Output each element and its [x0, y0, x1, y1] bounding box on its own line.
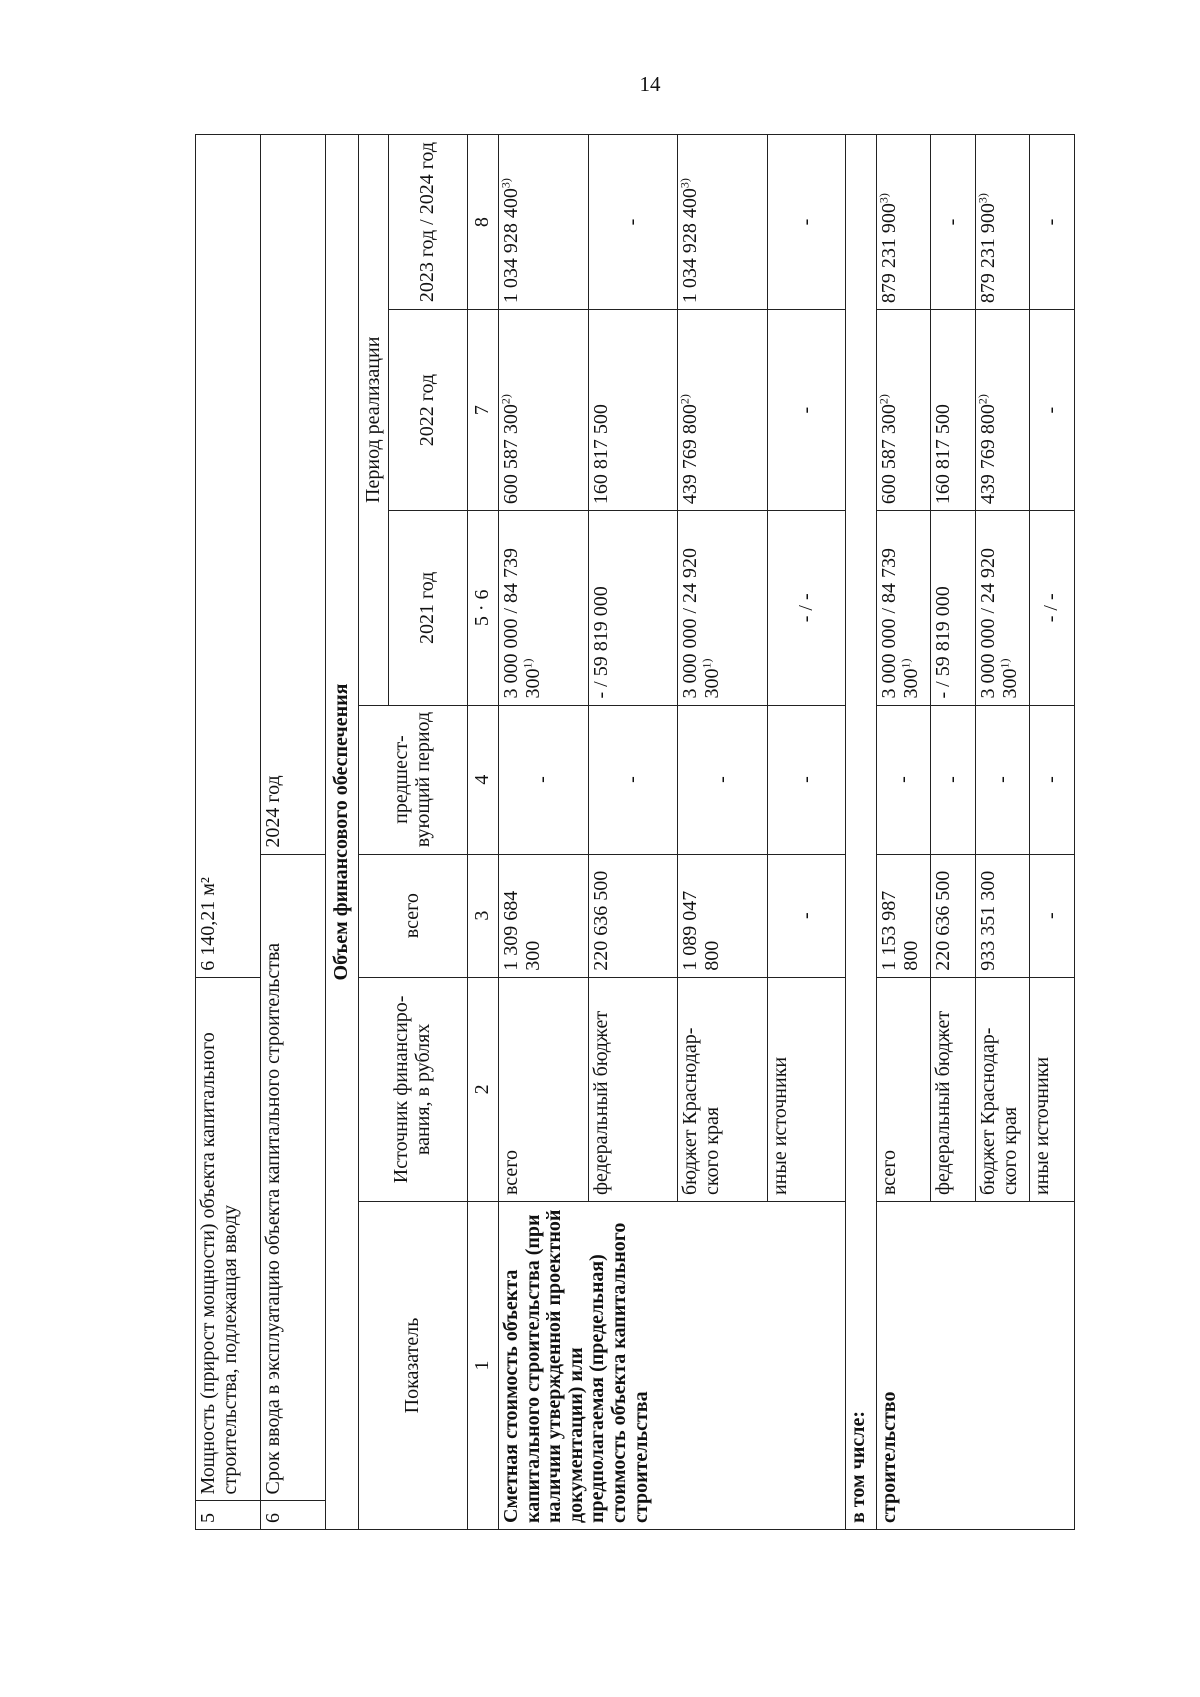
prev-cell: -	[767, 705, 845, 854]
y2023-cell: -	[1030, 310, 1075, 511]
col-number: 5 · 6	[467, 511, 498, 705]
prev-cell: -	[877, 705, 931, 854]
prev-cell: -	[588, 705, 678, 854]
y2023-cell: 439 769 800$^{2)}$	[976, 310, 1030, 511]
col-number: 7	[467, 310, 498, 511]
row-capacity	[196, 135, 261, 1530]
block2-indicator: строительство	[877, 1202, 1075, 1530]
prev-cell: -	[976, 705, 1030, 854]
header-indicator: Показатель	[359, 1202, 467, 1530]
source-cell: бюджет Краснодар-ского края	[976, 977, 1030, 1201]
prev-cell: -	[498, 705, 588, 854]
y2024-cell: -	[1030, 135, 1075, 310]
y2023-cell: 439 769 800$^{2)}$	[678, 310, 768, 511]
col-number: 4	[467, 705, 498, 854]
y2024-cell: 1 034 928 400$^{3)}$	[678, 135, 768, 310]
total-cell: 220 636 500	[931, 854, 976, 977]
y2021-cell: 3 000 000 / 84 739 300$^{1)}$	[877, 511, 931, 705]
y2024-cell: 1 034 928 400$^{3)}$	[498, 135, 588, 310]
total-cell: 1 153 987 800	[877, 854, 931, 977]
row-deadline-label: Срок ввода в эксплуатацию объекта капитального строительства	[260, 854, 325, 1501]
row-capacity-num: 5	[196, 1501, 261, 1530]
y2024-cell: 879 231 900$^{3)}$	[976, 135, 1030, 310]
row-deadline	[260, 135, 325, 1530]
prev-cell: -	[931, 705, 976, 854]
y2021-cell: - / 59 819 000	[588, 511, 678, 705]
table-row	[498, 135, 588, 1530]
source-cell: всего	[877, 977, 931, 1201]
y2021-cell: 3 000 000 / 84 739 300$^{1)}$	[498, 511, 588, 705]
table-row	[877, 135, 931, 1530]
y2024-cell: -	[931, 135, 976, 310]
col-number: 8	[467, 135, 498, 310]
total-cell: -	[767, 854, 845, 977]
y2023-cell: 160 817 500	[588, 310, 678, 511]
source-cell: всего	[498, 977, 588, 1201]
prev-cell: -	[678, 705, 768, 854]
financing-table	[195, 134, 1075, 1530]
row-capacity-value: 6 140,21 м²	[196, 135, 261, 978]
col-number: 1	[467, 1202, 498, 1530]
total-cell: 933 351 300	[976, 854, 1030, 977]
y2021-cell: - / -	[767, 511, 845, 705]
block1-indicator: Сметная стоимость объекта капитального строительства (при наличии утвержденной проектной документации) или предполагаемая (предельная) стоимость объекта капитального строительства	[498, 1202, 845, 1530]
col-number: 2	[467, 977, 498, 1201]
row-deadline-value: 2024 год	[260, 135, 325, 855]
header-2023: 2023 год	[416, 229, 439, 303]
page-number: 14	[639, 72, 661, 96]
row-capacity-label: Мощность (прирост мощности) объекта капитального строительства, подлежащая вводу	[196, 977, 261, 1501]
y2024-cell: -	[767, 135, 845, 310]
header-2022: 2022 год	[389, 310, 467, 511]
source-cell: бюджет Краснодар-ского края	[678, 977, 768, 1201]
y2023-cell: 160 817 500	[931, 310, 976, 511]
header-total: всего	[359, 854, 467, 977]
y2024-cell: 879 231 900$^{3)}$	[877, 135, 931, 310]
rotated-page-content	[195, 134, 1075, 1530]
header-2021: 2021 год	[389, 511, 467, 705]
header-source: Источник финансиро-вания, в рублях	[359, 977, 467, 1201]
column-numbers-row	[467, 135, 498, 1530]
y2021-cell: 3 000 000 / 24 920 300$^{1)}$	[678, 511, 768, 705]
header-2023-2024: 2023 год / 2024 год	[389, 135, 467, 310]
section-title-row	[325, 135, 359, 1530]
total-cell: 220 636 500	[588, 854, 678, 977]
source-cell: федеральный бюджет	[931, 977, 976, 1201]
header-row-1	[359, 135, 389, 1530]
in-that-number-row	[846, 135, 877, 1530]
row-deadline-num: 6	[260, 1501, 325, 1530]
y2023-cell: 600 587 300$^{2)}$	[498, 310, 588, 511]
y2023-cell: 600 587 300$^{2)}$	[877, 310, 931, 511]
source-cell: иные источники	[1030, 977, 1075, 1201]
y2024-cell: -	[588, 135, 678, 310]
total-cell: -	[1030, 854, 1075, 977]
header-previous: предшест-вующий период	[359, 705, 467, 854]
header-period: Период реализации	[359, 135, 389, 706]
source-cell: федеральный бюджет	[588, 977, 678, 1201]
section-title: Объем финансового обеспечения	[325, 135, 359, 1530]
source-cell: иные источники	[767, 977, 845, 1201]
y2021-cell: - / -	[1030, 511, 1075, 705]
total-cell: 1 089 047 800	[678, 854, 768, 977]
header-2024: 2024 год	[416, 141, 439, 215]
total-cell: 1 309 684 300	[498, 854, 588, 977]
in-that-number-label: в том числе:	[846, 135, 877, 1530]
y2023-cell: -	[767, 310, 845, 511]
col-number: 3	[467, 854, 498, 977]
y2021-cell: - / 59 819 000	[931, 511, 976, 705]
y2021-cell: 3 000 000 / 24 920 300$^{1)}$	[976, 511, 1030, 705]
prev-cell: -	[1030, 705, 1075, 854]
